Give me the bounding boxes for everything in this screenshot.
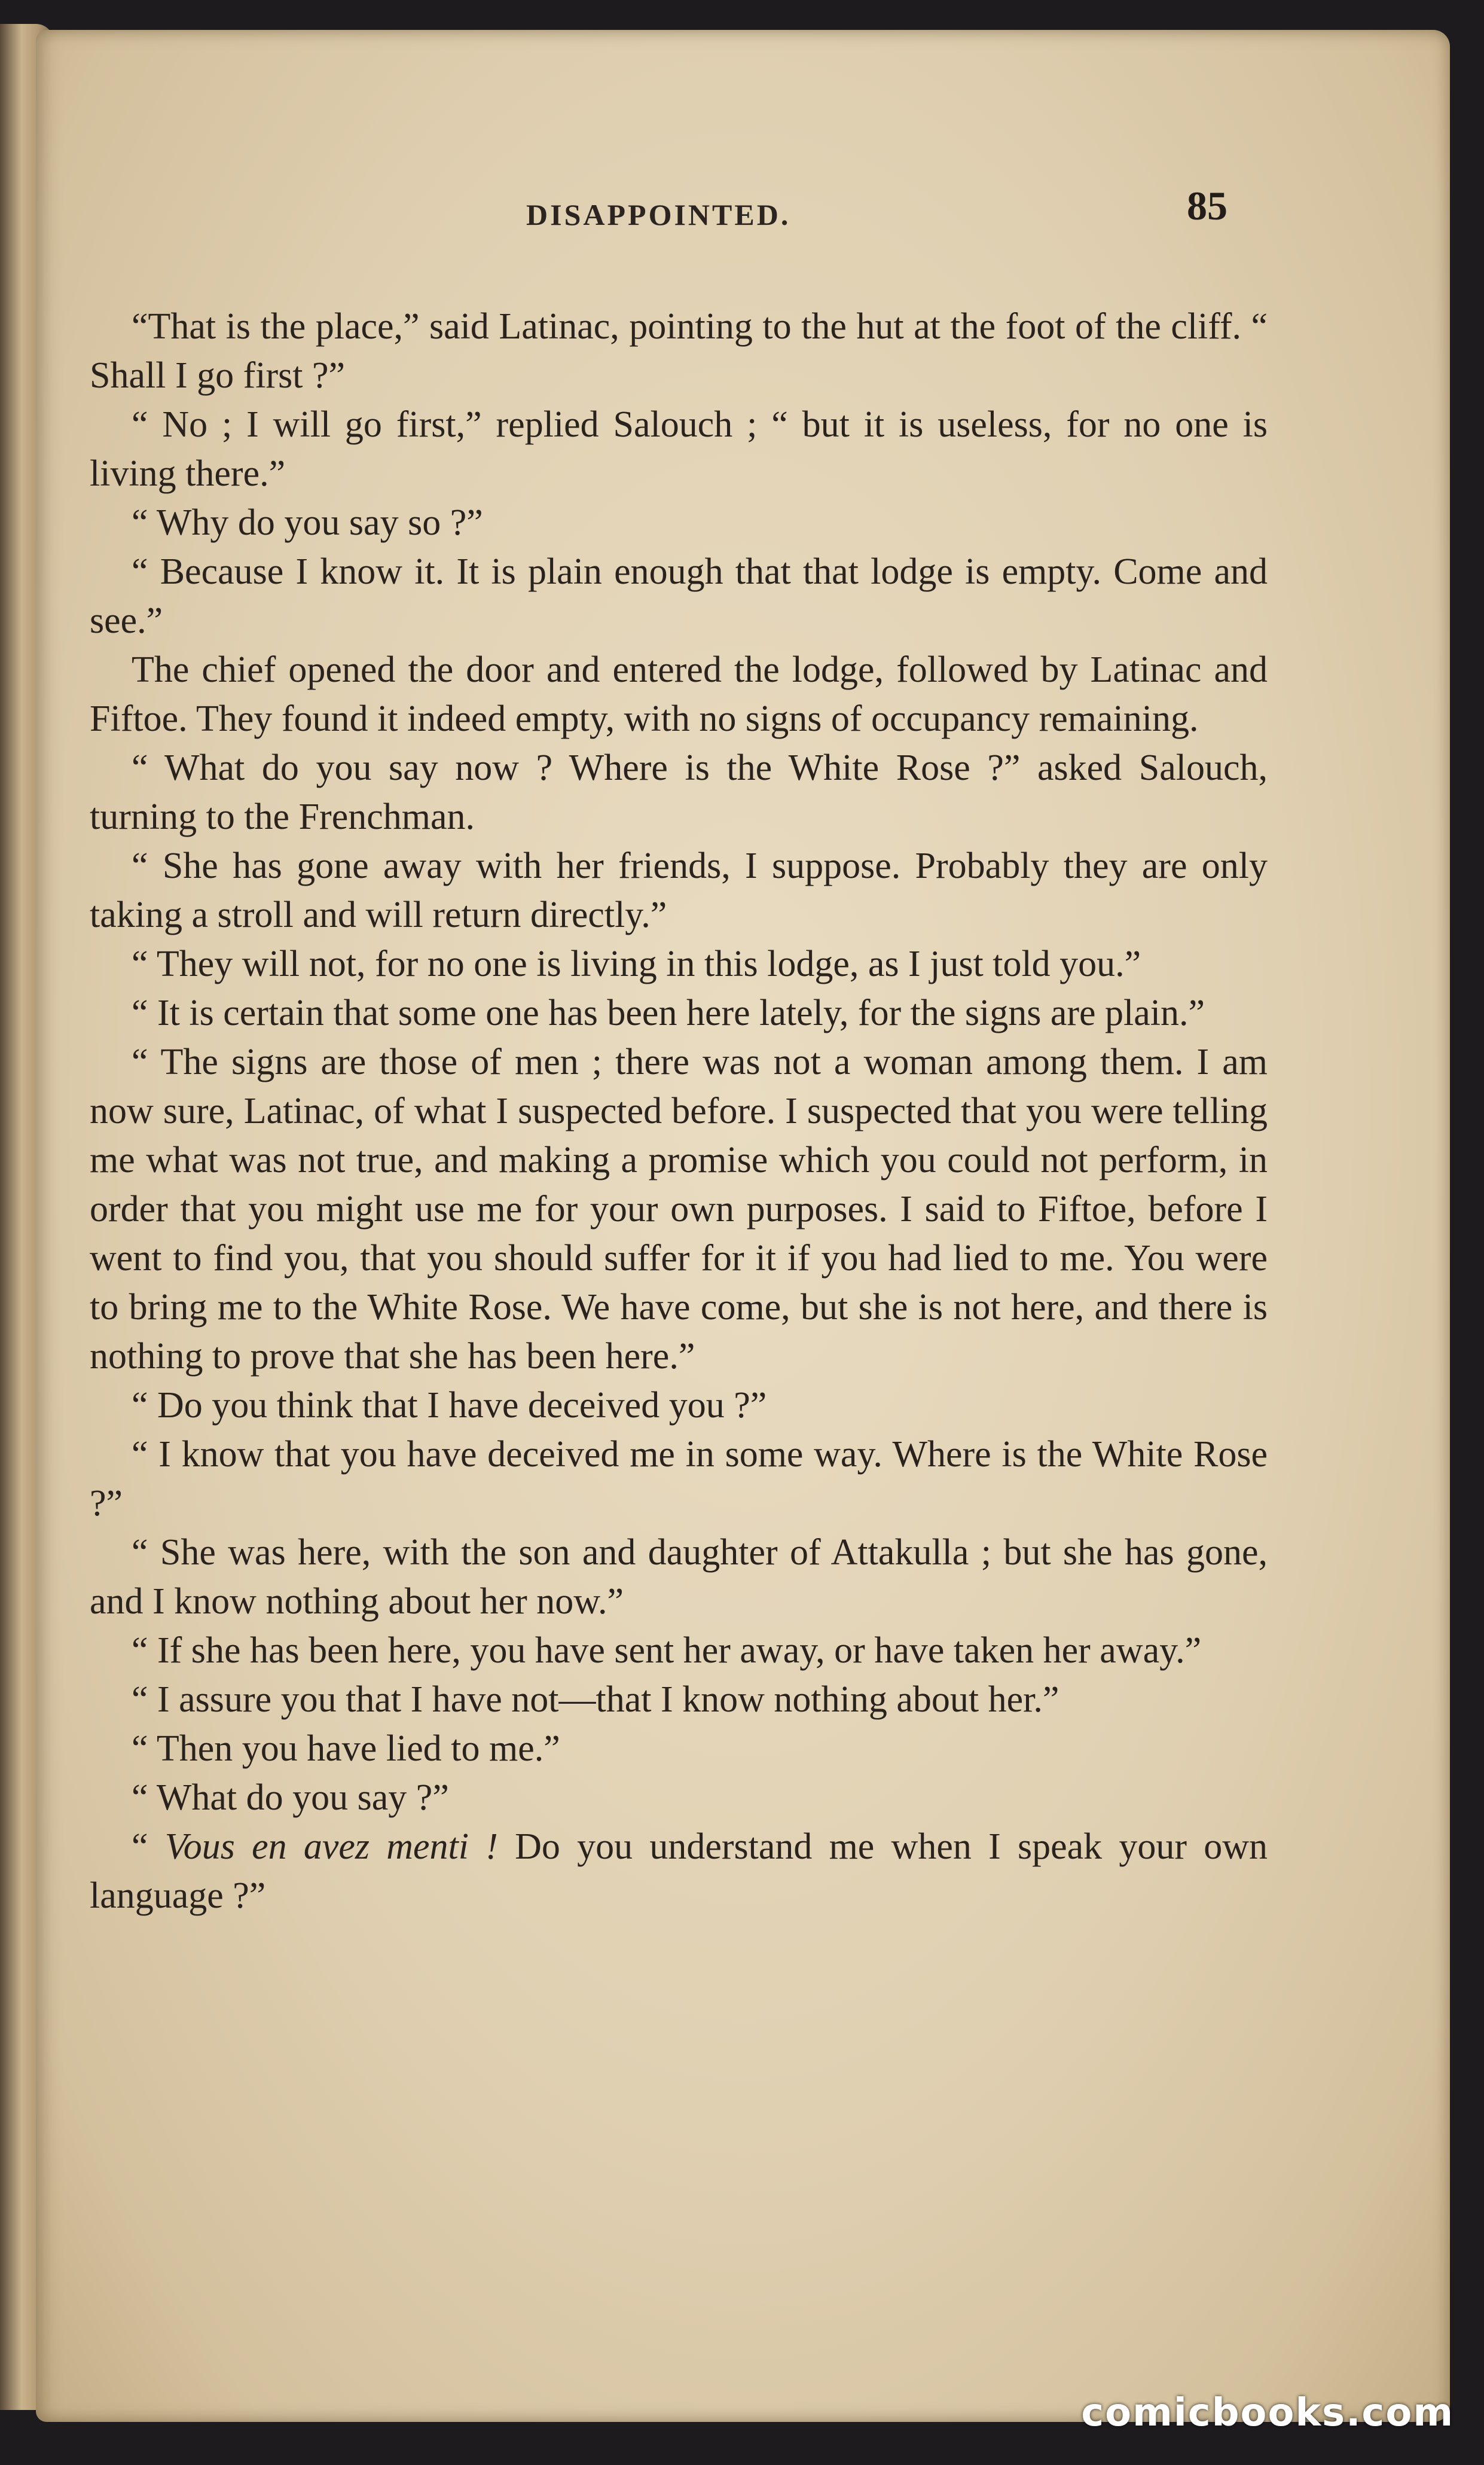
page-number: 85 <box>1187 183 1227 228</box>
paragraph: “ If she has been here, you have sent her away, or have taken her away.” <box>132 1630 1202 1671</box>
paragraph: “ She was here, with the son and daughter of Attakulla ; but she has gone, and I know nothing about her now.” <box>90 1532 1268 1622</box>
paragraph: “That is the place,” said Latinac, pointing to the hut at the foot of the cliff. “ Shall I go first ?” <box>90 306 1268 396</box>
paragraph: “ Because I know it. It is plain enough that that lodge is empty. Come and see.” <box>90 551 1268 641</box>
paragraph: “ She has gone away with her friends, I suppose. Probably they are only taking a stroll and will return directly.” <box>90 846 1268 935</box>
paragraph: “ What do you say ?” <box>132 1777 449 1818</box>
book-page <box>36 30 1450 2422</box>
italic-phrase: Vous en avez menti ! <box>164 1826 498 1867</box>
paragraph: “ The signs are those of men ; there was not a woman among them. I am now sure, Latinac, of what I suspected before. I suspected that you were telling me what was not true, and making a promise which you could not perform, in order that you might use me for your own purposes. I said to Fiftoe, before I went to find you, that you should suffer for it if you had lied to me. You were to bring me to the White Rose. We have come, but she is not here, and there is nothing to prove that she has been here.” <box>90 1042 1268 1377</box>
paragraph: “ I assure you that I have not—that I know nothing about her.” <box>132 1679 1059 1720</box>
paragraph-last <box>90 1822 1268 1920</box>
paragraph: “ What do you say now ? Where is the White Rose ?” asked Salouch, turning to the Frenchman. <box>90 748 1268 837</box>
paragraph: “ Then you have lied to me.” <box>132 1728 560 1769</box>
running-title: DISAPPOINTED. <box>526 198 791 231</box>
running-head <box>36 182 1450 236</box>
paragraph: “ They will not, for no one is living in this lodge, as I just told you.” <box>132 944 1141 984</box>
body-text <box>90 302 1268 1920</box>
paragraph: “ It is certain that some one has been here lately, for the signs are plain.” <box>132 993 1205 1033</box>
paragraph: “ Why do you say so ?” <box>132 502 483 543</box>
paragraph-tail: Do you understand me when I speak your own language ?” <box>90 1826 1268 1916</box>
paragraph: “ Do you think that I have deceived you ?” <box>132 1385 767 1426</box>
open-quote: “ <box>132 1826 165 1867</box>
site-watermark: comicbooks.com <box>1081 2391 1454 2435</box>
paragraph: The chief opened the door and entered the lodge, followed by Latinac and Fiftoe. They found it indeed empty, with no signs of occupancy remaining. <box>90 649 1268 739</box>
paragraph: “ No ; I will go first,” replied Salouch ; “ but it is useless, for no one is living there.” <box>90 404 1268 494</box>
paragraph: “ I know that you have deceived me in some way. Where is the White Rose ?” <box>90 1434 1268 1524</box>
